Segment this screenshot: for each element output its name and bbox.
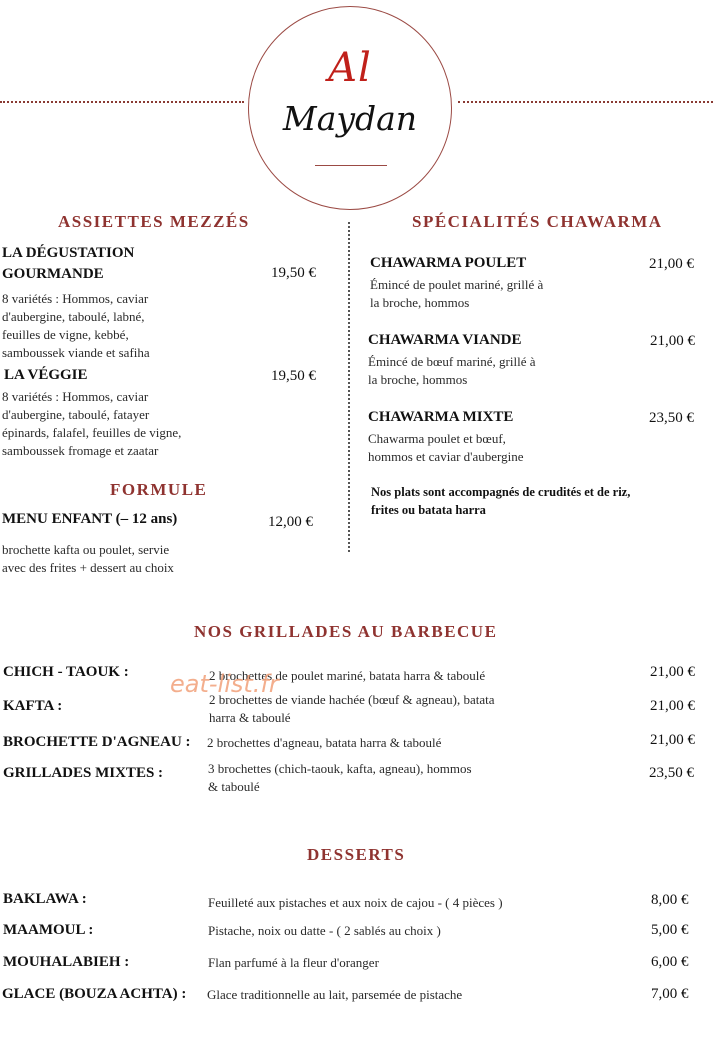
item-name-kafta: KAFTA :	[3, 698, 63, 714]
item-name-degustation-line2: GOURMANDE	[2, 266, 104, 282]
restaurant-logo	[248, 6, 452, 210]
item-price-chawarma-mixte: 23,50 €	[649, 410, 694, 426]
item-name-degustation-line1: LA DÉGUSTATION	[2, 245, 135, 261]
item-name-glace: GLACE (BOUZA ACHTA) :	[2, 986, 187, 1002]
item-price-veggie: 19,50 €	[271, 368, 316, 384]
item-name-mouhalabieh: MOUHALABIEH :	[3, 954, 130, 970]
item-desc-grillades-mixtes	[208, 760, 553, 796]
column-divider	[348, 222, 350, 552]
item-desc-brochette-agneau	[207, 734, 552, 752]
logo-line-2: Maydan	[282, 99, 418, 138]
item-name-maamoul: MAAMOUL :	[3, 922, 94, 938]
section-title-formule: FORMULE	[110, 480, 208, 499]
desc-line: Émincé de bœuf mariné, grillé à	[368, 354, 536, 369]
desc-line: brochette kafta ou poulet, servie	[2, 542, 170, 557]
chawarma-side-note	[371, 483, 701, 519]
section-title-mezzes: ASSIETTES MEZZÉS	[58, 212, 250, 231]
item-name-baklawa: BAKLAWA :	[3, 891, 87, 907]
item-name-chawarma-viande: CHAWARMA VIANDE	[368, 332, 522, 348]
header-divider-right	[458, 101, 713, 103]
desc-line: Chawarma poulet et bœuf,	[368, 431, 506, 446]
item-price-glace: 7,00 €	[651, 986, 689, 1002]
desc-line: harra & taboulé	[209, 710, 291, 725]
desc-line: d'aubergine, taboulé, fatayer	[2, 407, 150, 422]
item-name-veggie: LA VÉGGIE	[4, 367, 88, 383]
section-title-grillades: NOS GRILLADES AU BARBECUE	[194, 622, 498, 641]
item-price-chawarma-viande: 21,00 €	[650, 333, 695, 349]
desc-line: 8 variétés : Hommos, caviar	[2, 291, 149, 306]
item-desc-baklawa: Feuilleté aux pistaches et aux noix de cajou - ( 4 pièces )	[208, 895, 503, 910]
desc-line: feuilles de vigne, kebbé,	[2, 327, 129, 342]
desc-line: & taboulé	[208, 779, 260, 794]
item-price-baklawa: 8,00 €	[651, 892, 689, 908]
item-price-menu-enfant: 12,00 €	[268, 514, 313, 530]
item-price-mouhalabieh: 6,00 €	[651, 954, 689, 970]
desc-line: 2 brochettes de viande hachée (bœuf & agneau), batata	[209, 692, 495, 707]
item-desc-mouhalabieh: Flan parfumé à la fleur d'oranger	[208, 955, 379, 970]
logo-line-1: Al	[328, 45, 372, 91]
desc-line: samboussek viande et safiha	[2, 345, 150, 360]
desc-line: hommos et caviar d'aubergine	[368, 449, 524, 464]
item-name-grillades-mixtes: GRILLADES MIXTES :	[3, 765, 164, 781]
note-line: frites ou batata harra	[371, 503, 486, 517]
desc-line: 2 brochettes d'agneau, batata harra & taboulé	[207, 735, 442, 750]
item-price-kafta: 21,00 €	[650, 698, 695, 714]
desc-line: 2 brochettes de poulet mariné, batata harra & taboulé	[209, 668, 486, 683]
section-title-desserts: DESSERTS	[307, 845, 406, 864]
item-price-brochette-agneau: 21,00 €	[650, 732, 695, 748]
item-name-chawarma-mixte: CHAWARMA MIXTE	[368, 409, 514, 425]
item-price-chawarma-poulet: 21,00 €	[649, 256, 694, 272]
desc-line: d'aubergine, taboulé, labné,	[2, 309, 145, 324]
item-name-chawarma-poulet: CHAWARMA POULET	[370, 255, 527, 271]
desc-line: avec des frites + dessert au choix	[2, 560, 174, 575]
item-desc-degustation	[2, 290, 262, 362]
item-name-brochette-agneau: BROCHETTE D'AGNEAU :	[3, 734, 191, 750]
desc-line: la broche, hommos	[368, 372, 468, 387]
section-title-chawarma: SPÉCIALITÉS CHAWARMA	[412, 212, 663, 231]
watermark: eat-list.fr	[170, 670, 279, 698]
item-desc-maamoul: Pistache, noix ou datte - ( 2 sablés au choix )	[208, 923, 441, 938]
item-price-chich-taouk: 21,00 €	[650, 664, 695, 680]
desc-line: épinards, falafel, feuilles de vigne,	[2, 425, 182, 440]
note-line: Nos plats sont accompagnés de crudités et de riz,	[371, 485, 631, 499]
item-name-menu-enfant: MENU ENFANT (– 12 ans)	[2, 511, 178, 527]
desc-line: 8 variétés : Hommos, caviar	[2, 389, 149, 404]
logo-underline	[315, 165, 387, 166]
desc-line: la broche, hommos	[370, 295, 470, 310]
desc-line: 3 brochettes (chich-taouk, kafta, agneau), hommos	[208, 761, 472, 776]
item-desc-veggie	[2, 388, 262, 460]
desc-line: samboussek fromage et zaatar	[2, 443, 159, 458]
item-price-maamoul: 5,00 €	[651, 922, 689, 938]
item-desc-menu-enfant	[2, 541, 262, 577]
item-desc-chawarma-poulet	[370, 276, 630, 312]
header-divider-left	[0, 101, 244, 103]
item-price-grillades-mixtes: 23,50 €	[649, 765, 694, 781]
item-desc-chawarma-viande	[368, 353, 628, 389]
desc-line: Émincé de poulet mariné, grillé à	[370, 277, 544, 292]
item-name-chich-taouk: CHICH - TAOUK :	[3, 664, 129, 680]
item-price-degustation: 19,50 €	[271, 265, 316, 281]
item-desc-glace: Glace traditionnelle au lait, parsemée de pistache	[207, 987, 463, 1002]
item-desc-chawarma-mixte	[368, 430, 628, 466]
